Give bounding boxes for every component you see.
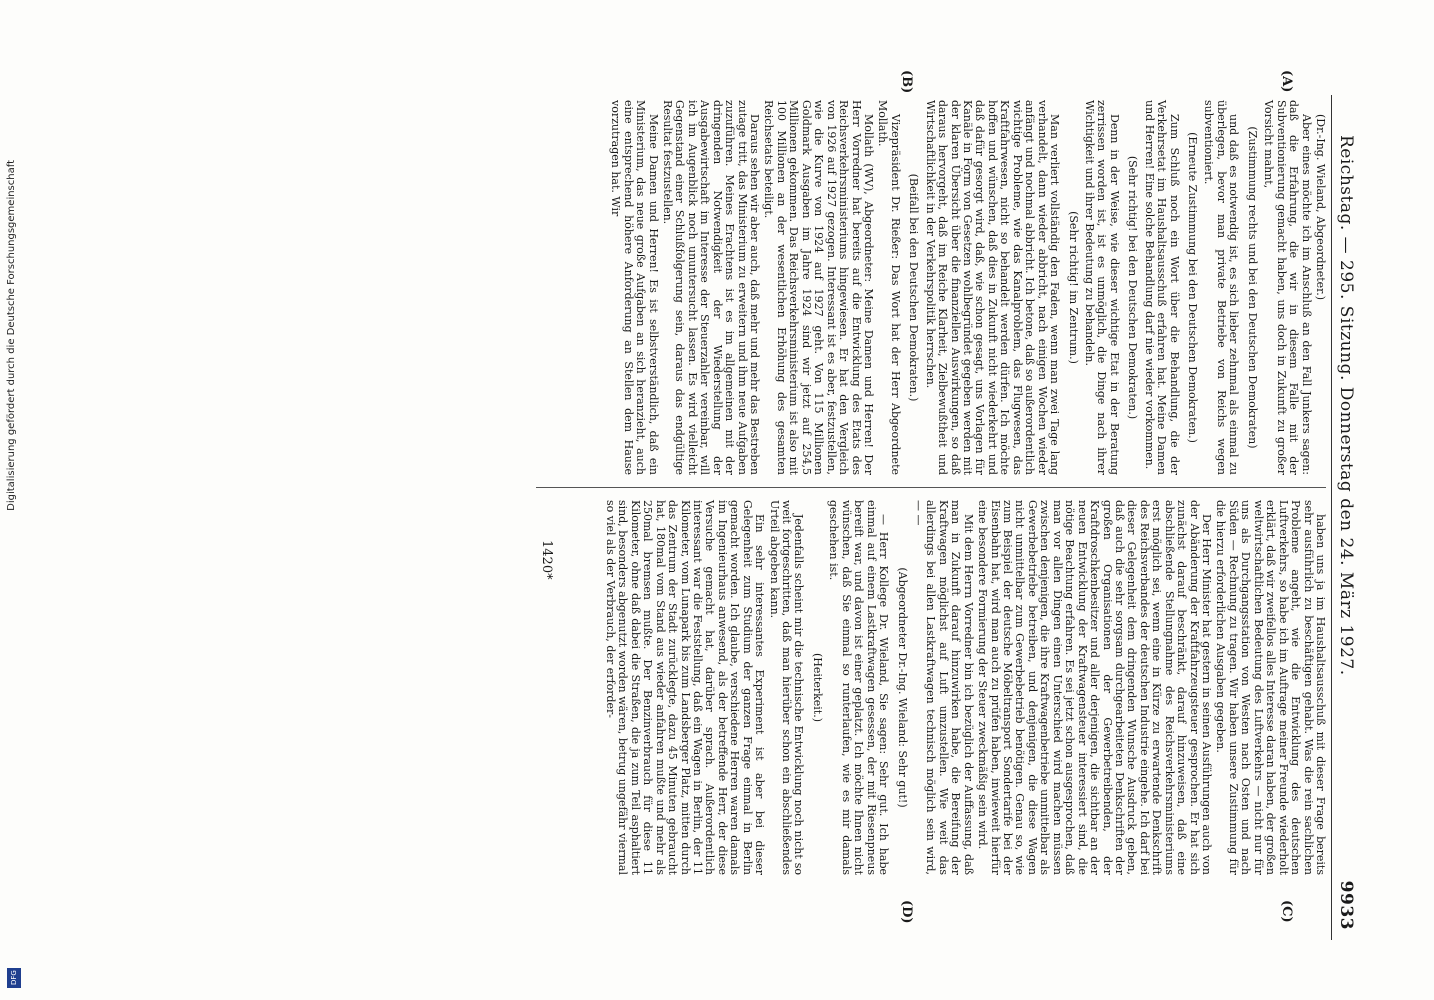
paragraph: (Dr.-Ing. Wieland, Abgeordneter.)	[1314, 114, 1327, 300]
paragraph: Aber eines möchte ich im Anschluß an den Fall Junkers sagen: daß die Erfahrung, die wir in diesem Falle mit der Subventionierung gemacht haben, uns doch in Zukunft zu großer Vorsicht mahnt,	[1262, 100, 1313, 475]
left-column	[607, 100, 1326, 475]
margin-letter-a: (A)	[1279, 70, 1294, 93]
paragraph: Daraus sehen wir aber auch, daß mehr und mehr das Bestreben zutage tritt, das Ministerium zu erweitern und ihm neue Aufgaben zuzuführen. Meines Erachtens ist es im allgemeinen mit der dringenden Notwendigkeit der Wiederstellung der Ausgabewirtschaft im Interesse der Steuerzahler vereinbar, will ich im Augenblick noch ununtersucht lassen. Es wird vielleicht Gegenstand einer Schlußfolgerung sein, daraus das endgültige Resultat festzustellen.	[661, 100, 762, 475]
interjection: (Beifall bei den Deutschen Demokraten.)	[907, 173, 921, 402]
paragraph: Jedenfalls scheint mir die technische Entwicklung noch nicht so weit fortgeschritten, daß man hierüber schon ein abschließendes Urteil abgeben kann.	[767, 500, 806, 875]
paragraph: — Herr Kollege Dr. Wieland, Sie sagen: Sehr gut. Ich habe einmal auf einem Lastkraftwagen gesessen, der mit Riesenpneus bereift war, und davon ist einer geplatzt. Ich möchte Ihnen nicht wünschen, daß Sie einmal so runterlaufen, wie es mir damals geschehen ist.	[827, 500, 891, 875]
paragraph: Mollath (WV), Abgeordneter: Meine Damen und Herren! Der Herr Vorredner hat bereits auf die Entwicklung des Etats des Reichsverkehrsministeriums hingewiesen. Er hat den Vergleich von 1926 auf 1927 gezogen. Interessant ist es aber, festzustellen, wie die Kurve von 1924 auf 1927 geht. Von 115 Millionen Goldmark Ausgaben im Jahre 1924 sind wir jetzt auf 254,5 Millionen gekommen. Das Reichsverkehrsministerium ist also mit 100 Millionen an der wesentlichen Erhöhung des gesamten Reichsetats beteiligt.	[762, 100, 875, 475]
digitization-credit	[6, 160, 22, 1000]
paragraph: Denn in der Weise, wie dieser wichtige Etat in der Beratung zerrissen worden ist, ist es unmöglich, die Dinge nach ihrer Wichtigkeit und ihrer Bedeutung zu behandeln.	[1083, 100, 1121, 475]
paragraph: Der Herr Minister hat gestern in seinen Ausführungen auch von der Abänderung der Kraftfahrzeugsteuer gesprochen. Er hat sich zunächst darauf beschränkt, darauf hinzuweisen, daß eine abschließende Stellungnahme des Reichsverkehrsministeriums erst möglich sei, wenn eine in Kürze zu erwartende Denkschrift des Reichsverbandes der deutschen Industrie eingehe. Ich darf bei dieser Gelegenheit dem dringenden Wunsche Ausdruck geben, daß auch die sehr sorgsam durchgearbeiteten Denkschriften der großen Organisationen der Gewerbetreibenden, der Kraftdroschkenbesitzer und aller derjenigen, die sichtbar an der neuen Entwicklung der Kraftwagensteuer interessiert sind, die nötige Beachtung erfahren. Es sei jetzt schon ausgesprochen, daß man vor allen Dingen einen Unterschied wird machen müssen zwischen denjenigen, die ihre Kraftwagenbetriebe unmittelbar als Gewerbebetriebe betreiben, und denjenigen, die diese Wagen nicht unmittelbar zum Gewerbebetrieb benötigen. Genau so, wie zum Beispiel der deutsche Möbeltransport Sondertarife bei der Eisenbahn hat, wird man auch zu prüfen haben, inwieweit hierfür eine besondere Formierung der Steuer zweckmäßig sein wird.	[976, 500, 1214, 875]
page-number: 9933	[1336, 880, 1356, 930]
margin-letter-b: (B)	[899, 70, 914, 94]
interjection: (Heiterkeit.)	[810, 652, 824, 722]
paragraph: Meine Damen und Herren! Es ist selbstverständlich, daß ein Ministerium, das neue große Aufgaben an sich heranzieht, auch eine entsprechend höhere Anforderung an Stellen dem Hause vorzutragen hat. Wir	[609, 100, 660, 475]
column-divider	[536, 487, 1326, 488]
paragraph: Mit dem Herrn Vorredner bin ich bezüglich der Auffassung, daß man in Zukunft darauf hinzuwirken habe, die Bereifung der Kraftwagen möglichst auf Luft umzustellen. Wie weit das allerdings bei allen Lastkraftwagen technisch möglich sein wird, — —	[912, 500, 975, 875]
interjection: (Zustimmung rechts und bei den Deutschen Demokraten)	[1245, 126, 1259, 449]
margin-letter-c: (C)	[1279, 900, 1294, 923]
paragraph: und daß es notwendig ist, es sich lieber zehnmal als einmal zu überlegen, bevor man private Betriebe von Reichs wegen subventioniert.	[1202, 100, 1241, 475]
page-header	[1334, 95, 1356, 960]
interjection: (Sehr richtig! bei den Deutschen Demokraten.)	[1126, 155, 1140, 420]
dfg-logo-icon: DFG	[7, 968, 21, 988]
header-rule	[1331, 95, 1332, 940]
running-head: Reichstag. — 295. Sitzung. Donnerstag den 24. März 1927.	[1336, 135, 1356, 676]
paragraph: Vizepräsident Dr. Rießer: Das Wort hat der Herr Abgeordnete Mollath.	[876, 100, 902, 475]
interjection: (Sehr richtig! im Zentrum.)	[1066, 211, 1080, 364]
paragraph: Ein sehr interessantes Experiment ist aber bei dieser Gelegenheit zum Studium der ganzen Frage einmal in Berlin gemacht worden. Ich glaube, verschiedene Herren waren damals im Ingenieurhaus anwesend, als der betreffende Herr, der diese Versuche gemacht hat, darüber sprach. Außerordentlich interessant war die Feststellung, daß ein Wagen in Berlin, der 11 Kilometer, vom Lunapark bis zum Landsberger Platz, mitten durch das Zentrum der Stadt zurücklegte, dazu 45 Minuten gebraucht hat, 180mal vom Stand aus wieder anfahren mußte und mehr als 250mal bremsen mußte. Der Benzinverbrauch für diese 11 Kilometer, ohne daß dabei die Straßen, die ja zum Teil asphaltiert sind, besonders abgenutzt worden wären, betrug ungefähr viermal so viel als der Verbrauch, der erforder-	[603, 500, 767, 875]
interjection: (Abgeordneter Dr.-Ing. Wieland: Sehr gut!)	[895, 567, 909, 808]
margin-letter-d: (D)	[899, 900, 914, 924]
right-column	[602, 500, 1327, 875]
paragraph: Zum Schluß noch ein Wort über die Behandlung, die der Verkehrsetat im Haushaltsausschuß erfahren hat. Meine Damen und Herren! Eine solche Behandlung darf nie wieder vorkommen.	[1142, 100, 1181, 475]
paragraph: Man verliert vollständig den Faden, wenn man zwei Tage lang verhandelt, dann wieder abbricht, nach einigen Wochen wieder anfängt und nochmal abbricht. Ich betone, daß so außerordentlich wichtige Probleme, wie das Kanalproblem, das Flugwesen, das Kraftfahrwesen, nicht so behandelt werden dürfen. Ich möchte hoffen und wünschen, daß dies in Zukunft nicht wiederkehrt und daß dafür gesorgt wird, daß, wie schon gesagt, uns Vorlagen für Kanäle in Form von Gesetzen wohlbegründet gegeben werden mit der klaren Übersicht über die finanziellen Auswirkungen, so daß daraus hervorgeht, daß im Reiche Klarheit, Zielbewußtheit und Wirtschaftlichkeit in der Verkehrspolitik herrschen.	[923, 100, 1062, 475]
paragraph: haben uns ja im Haushaltsausschuß mit dieser Frage bereits sehr ausführlich zu beschäftigen gehabt. Was die rein sachlichen Probleme angeht, wie die Entwicklung des deutschen Luftverkehrs, so habe ich im Auftrage meiner Freunde wiederholt erklärt, daß wir zweifellos alles Interesse daran haben, der großen weltwirtschaftlichen Bedeutung des Luftverkehrs — nicht nur für uns als Durchgangsstation von Westen nach Osten und nach Süden — Rechnung zu tragen. Wir haben unsere Zustimmung für die hierzu erforderlichen Ausgaben gegeben.	[1214, 500, 1327, 875]
interjection: (Erneute Zustimmung bei den Deutschen Demokraten.)	[1186, 132, 1200, 443]
page-signature: 1420*	[539, 540, 554, 580]
credit-text: Digitalisierung gefördert durch die Deutsche Forschungsgemeinschaft	[6, 160, 17, 511]
